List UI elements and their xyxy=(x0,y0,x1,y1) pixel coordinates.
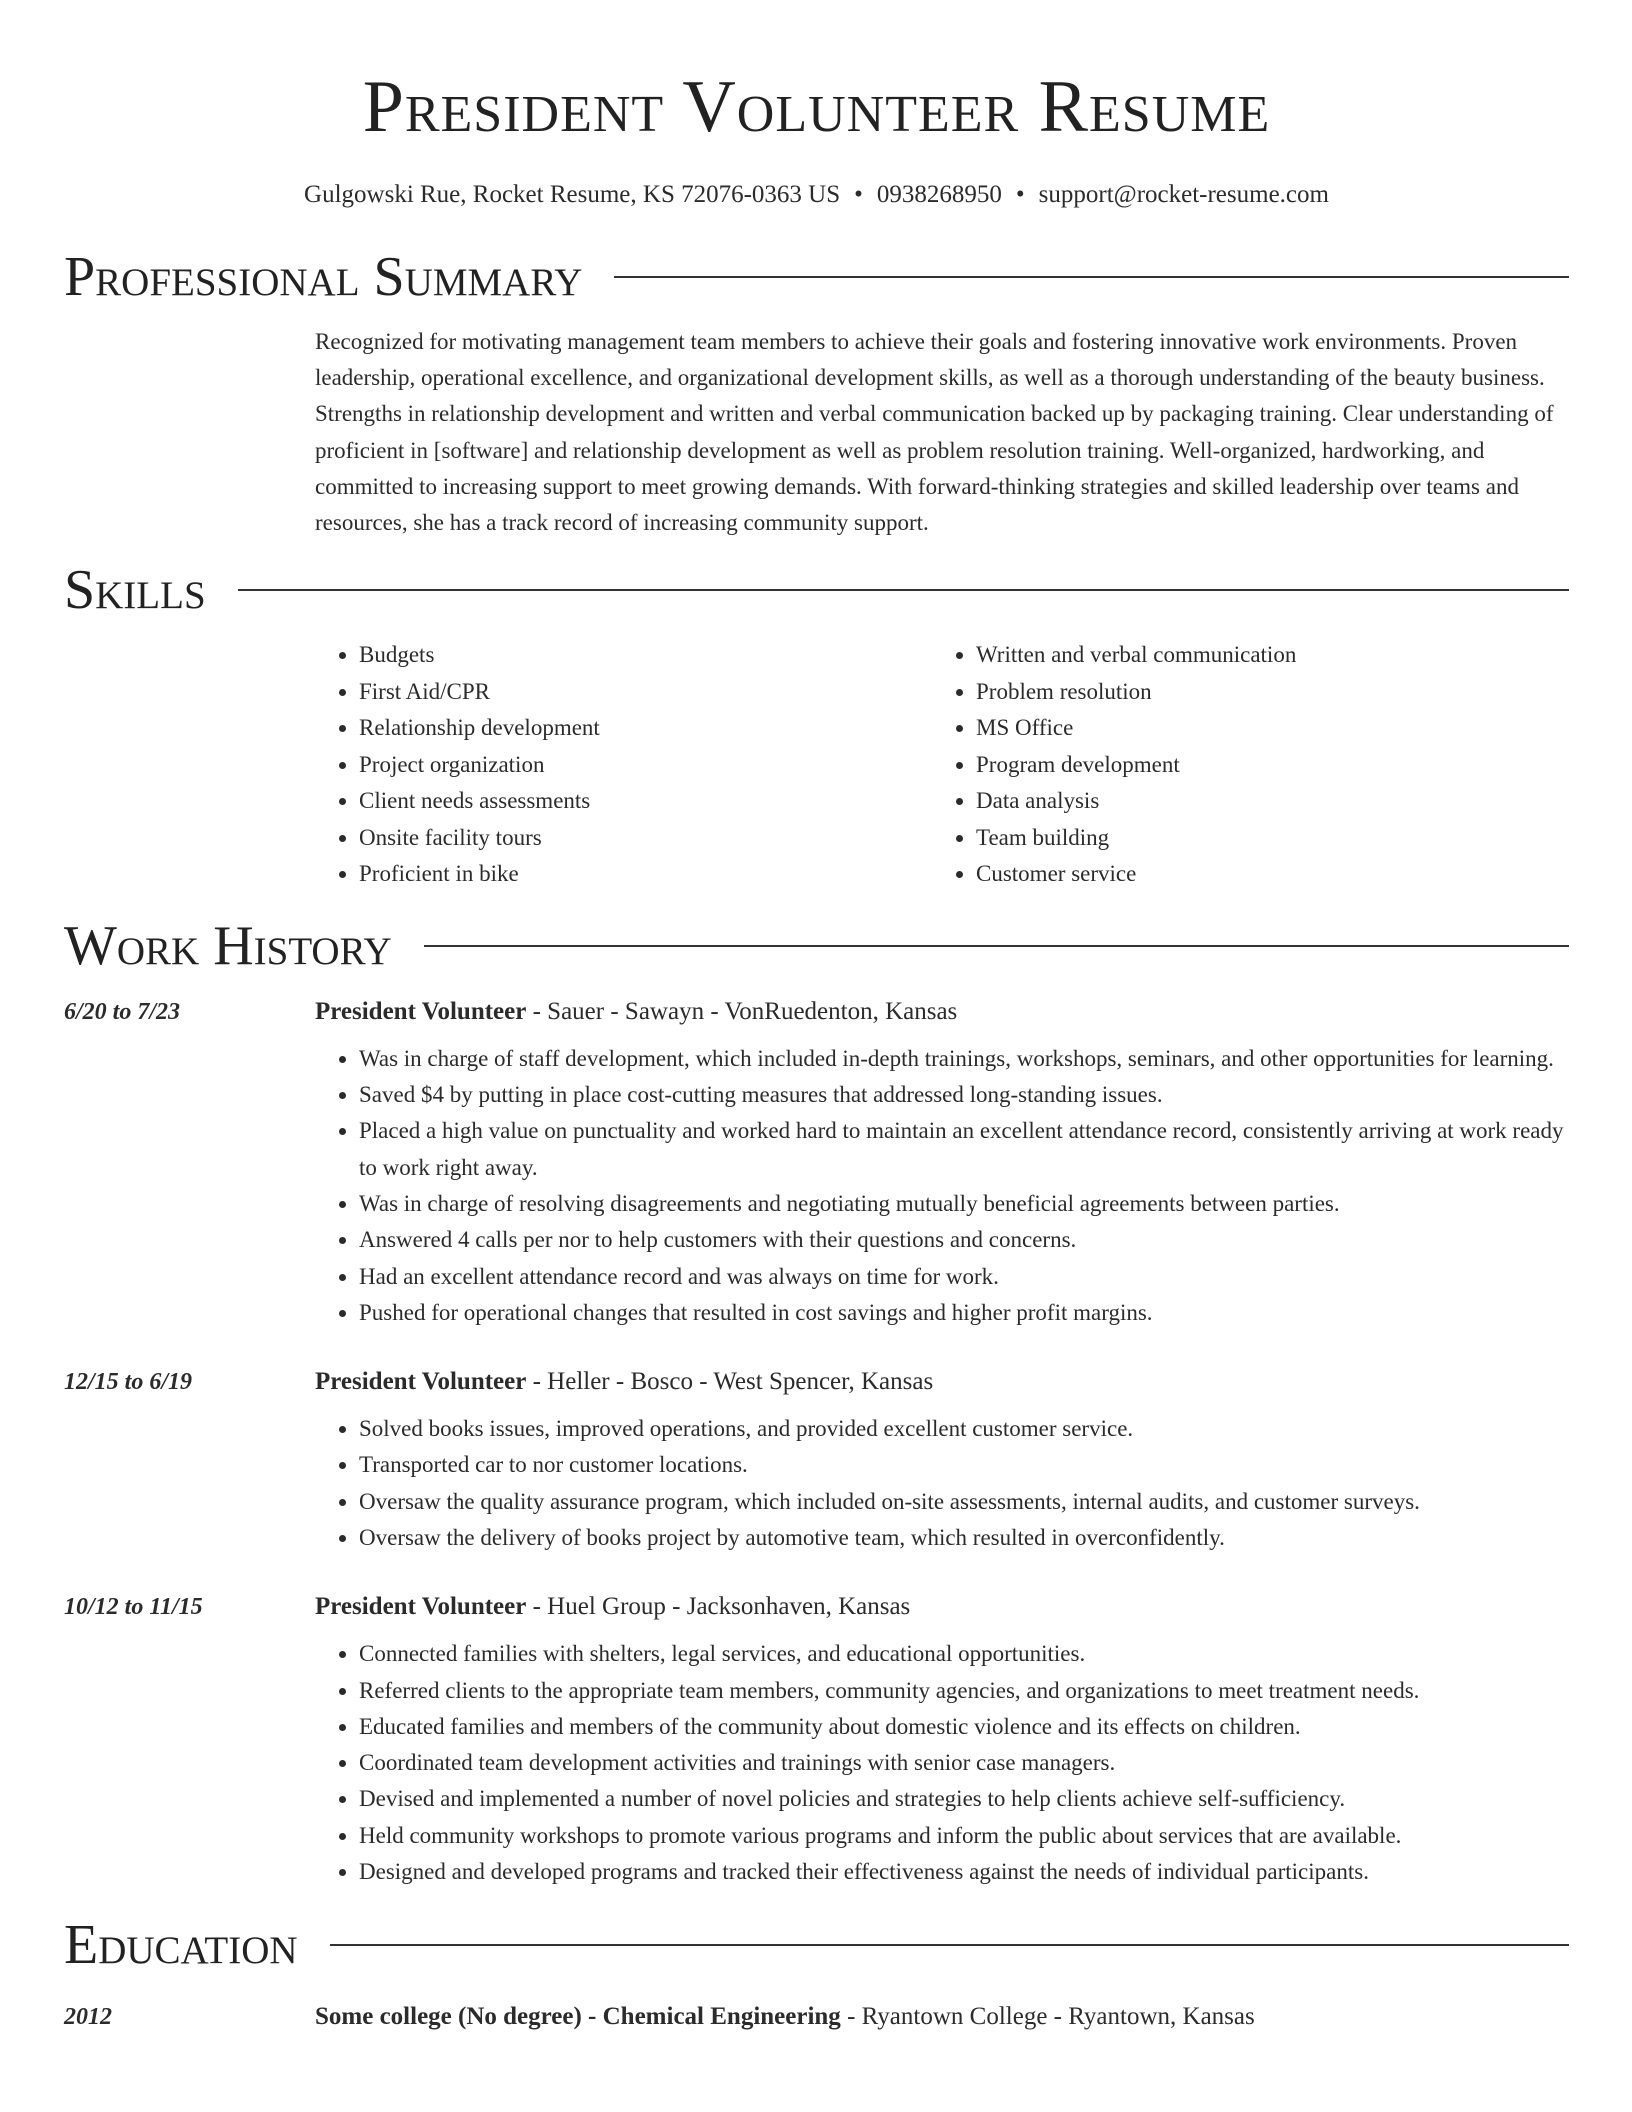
skill-item: • Relationship development xyxy=(359,710,932,747)
work-heading: Work History xyxy=(64,914,392,977)
contact-line xyxy=(64,178,1569,212)
skills-column-left xyxy=(315,637,932,893)
skill-item: • Written and verbal communication xyxy=(976,637,1549,674)
contact-separator: • xyxy=(854,181,863,208)
job-role xyxy=(315,995,1569,1029)
section-divider xyxy=(330,1944,1569,1946)
job-bullet: • Was in charge of staff development, which included in-depth trainings, workshops, seminars, and other opportunities for learning. xyxy=(359,1041,1569,1077)
skill-item: • Project organization xyxy=(359,747,932,784)
education-date: 2012 xyxy=(64,2004,112,2031)
job-bullet: • Oversaw the quality assurance program, which included on-site assessments, internal audits, and customer surveys. xyxy=(359,1484,1569,1520)
job-title: President Volunteer xyxy=(315,1593,527,1621)
job-bullet: • Was in charge of resolving disagreements and negotiating mutually beneficial agreements between parties. xyxy=(359,1186,1569,1222)
job-bullet: • Transported car to nor customer locations. xyxy=(359,1447,1569,1483)
summary-section-header xyxy=(64,244,1569,310)
section-divider xyxy=(614,276,1569,278)
job-bullet: • Educated families and members of the community about domestic violence and its effects on children. xyxy=(359,1709,1569,1745)
education-degree: Some college (No degree) - Chemical Engineering xyxy=(315,2003,841,2031)
skill-item: • Proficient in bike xyxy=(359,856,932,893)
job-entry xyxy=(64,995,1569,1331)
resume-title: President Volunteer Resume xyxy=(362,66,1271,148)
skill-item: • Customer service xyxy=(976,856,1549,893)
skills-list xyxy=(315,637,1569,893)
job-entry xyxy=(64,1365,1569,1556)
job-employer: - Heller - Bosco - West Spencer, Kansas xyxy=(526,1368,934,1396)
job-bullet: • Pushed for operational changes that resulted in cost savings and higher profit margins. xyxy=(359,1295,1569,1331)
resume-page xyxy=(64,0,1569,2034)
skills-column-right xyxy=(932,637,1549,893)
skills-heading: Skills xyxy=(64,559,206,622)
education-section-header xyxy=(64,1912,1569,1978)
contact-separator: • xyxy=(1015,181,1025,208)
job-bullet: • Designed and developed programs and tracked their effectiveness against the needs of individual participants. xyxy=(359,1854,1569,1890)
job-dates: 12/15 to 6/19 xyxy=(64,1369,193,1396)
job-entry xyxy=(64,1590,1569,1890)
job-bullet: • Oversaw the delivery of books project by automotive team, which resulted in overconfidently. xyxy=(359,1520,1569,1556)
job-employer: - Huel Group - Jacksonhaven, Kansas xyxy=(526,1593,911,1621)
job-bullet: • Solved books issues, improved operations, and provided excellent customer service. xyxy=(359,1411,1569,1447)
job-bullet: • Had an excellent attendance record and was always on time for work. xyxy=(359,1259,1569,1295)
skill-item: • Problem resolution xyxy=(976,674,1549,711)
job-role xyxy=(315,1590,1569,1624)
skill-item: • Onsite facility tours xyxy=(359,820,932,857)
skills-section-header xyxy=(64,557,1569,623)
job-bullet: • Coordinated team development activities and trainings with senior case managers. xyxy=(359,1745,1569,1781)
summary-text: Recognized for motivating management team members to achieve their goals and fostering innovative work environments. Proven leadership, operational excellence, and organizational development skills, as well as a thorough understanding of the beauty business. Strengths in relationship development and written and verbal communication backed up by packaging training. Clear understanding of proficient in [software] and relationship development as well as problem resolution training. Well-organized, hardworking, and committed to increasing support to meet growing demands. With forward-thinking strategies and skilled leadership over teams and resources, she has a track record of increasing community support. xyxy=(315,329,1554,536)
job-bullet: • Saved $4 by putting in place cost-cutting measures that addressed long-standing issues. xyxy=(359,1077,1569,1113)
contact-phone: 0938268950 xyxy=(876,181,1002,208)
contact-email: support@rocket-resume.com xyxy=(1038,181,1329,208)
education-school: - Ryantown College - Ryantown, Kansas xyxy=(840,2003,1255,2031)
job-dates: 10/12 to 11/15 xyxy=(64,1594,203,1621)
job-bullet: • Answered 4 calls per nor to help customers with their questions and concerns. xyxy=(359,1222,1569,1258)
job-bullet: • Held community workshops to promote various programs and inform the public about services that are available. xyxy=(359,1818,1569,1854)
skill-item: • Client needs assessments xyxy=(359,783,932,820)
job-title: President Volunteer xyxy=(315,997,527,1025)
section-divider xyxy=(424,945,1569,947)
job-role xyxy=(315,1365,1569,1399)
job-title: President Volunteer xyxy=(315,1368,527,1396)
job-bullet: • Connected families with shelters, legal services, and educational opportunities. xyxy=(359,1636,1569,1672)
job-dates: 6/20 to 7/23 xyxy=(64,998,181,1025)
skill-item: • MS Office xyxy=(976,710,1549,747)
skill-item: • Program development xyxy=(976,747,1549,784)
job-bullet: • Devised and implemented a number of novel policies and strategies to help clients achieve self-sufficiency. xyxy=(359,1781,1569,1817)
education-heading: Education xyxy=(64,1914,298,1977)
contact-address: Gulgowski Rue, Rocket Resume, KS 72076-0363 US xyxy=(304,181,841,208)
job-bullets xyxy=(315,1636,1569,1890)
education-entry xyxy=(64,2000,1569,2034)
job-bullet: • Placed a high value on punctuality and worked hard to maintain an excellent attendance record, consistently arriving at work ready to work right away. xyxy=(359,1113,1569,1186)
job-bullets xyxy=(315,1041,1569,1331)
job-employer: - Sauer - Sawayn - VonRuedenton, Kansas xyxy=(526,997,958,1025)
skill-item: • First Aid/CPR xyxy=(359,674,932,711)
skill-item: • Budgets xyxy=(359,637,932,674)
summary-heading: Professional Summary xyxy=(64,246,583,308)
job-bullets xyxy=(315,1411,1569,1556)
education-line xyxy=(315,2000,1569,2034)
work-section-header xyxy=(64,913,1569,979)
skill-item: • Team building xyxy=(976,820,1549,857)
job-bullet: • Referred clients to the appropriate team members, community agencies, and organizations to meet treatment needs. xyxy=(359,1673,1569,1709)
section-divider xyxy=(238,589,1569,591)
skill-item: • Data analysis xyxy=(976,783,1549,820)
